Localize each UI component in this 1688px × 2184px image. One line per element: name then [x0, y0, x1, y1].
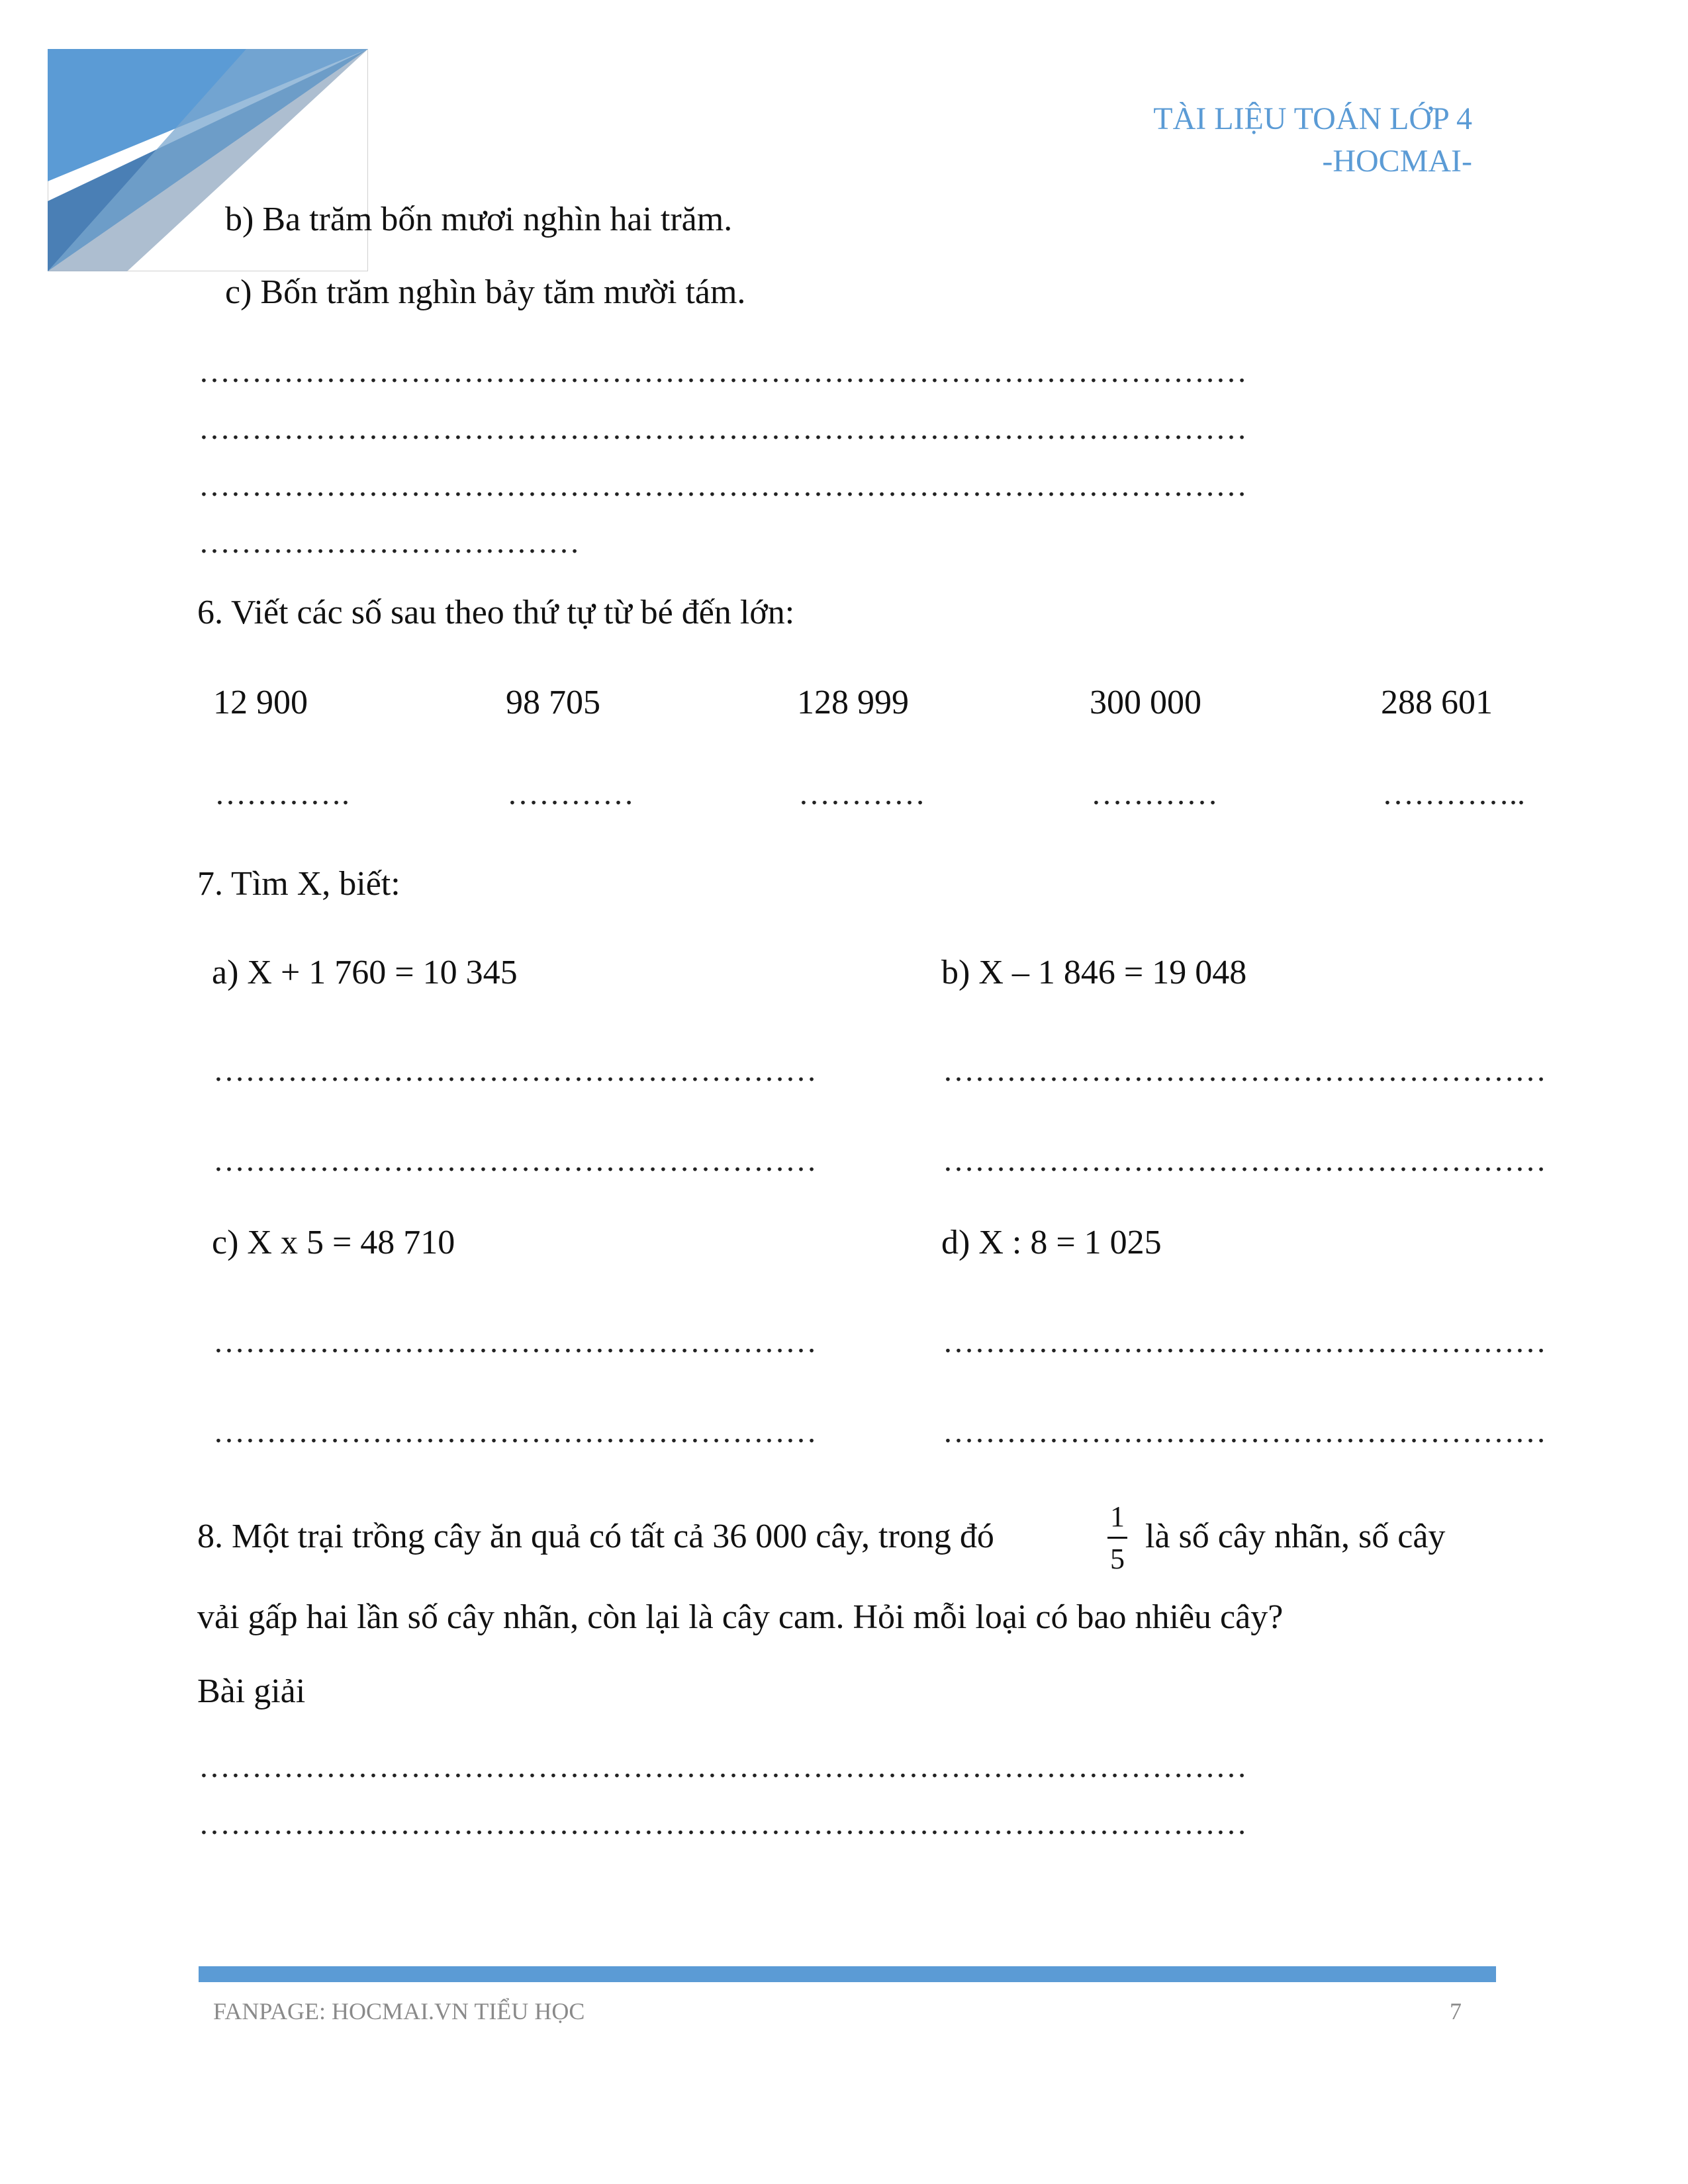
answer-line: ………………………………………………… — [213, 1053, 817, 1088]
blank-4: ………… — [1091, 776, 1218, 811]
fraction-bar — [1107, 1537, 1127, 1539]
section8-line1: 8. Một trại trồng cây ăn quả có tất cả 36 000 cây, trong đó — [197, 1518, 994, 1555]
section6-title: 6. Viết các số sau theo thứ tự từ bé đến lớn: — [197, 594, 795, 631]
fraction-numerator: 1 — [1110, 1500, 1125, 1533]
answer-line: ………………………………………………… — [943, 1324, 1546, 1359]
solution-label: Bài giải — [197, 1672, 306, 1710]
item-b: b) Ba trăm bốn mươi nghìn hai trăm. — [225, 201, 733, 238]
answer-line: ………………………………………………… — [943, 1143, 1546, 1178]
number-4: 300 000 — [1090, 684, 1201, 721]
equation-c: c) X x 5 = 48 710 — [212, 1224, 455, 1261]
answer-line: ……………………………………………………………………………………… — [199, 1806, 1247, 1841]
footer-fanpage: FANPAGE: HOCMAI.VN TIỂU HỌC — [213, 1998, 585, 2025]
blank-5: ………….. — [1382, 776, 1525, 811]
answer-line: ……………………………………………………………………………………… — [199, 468, 1247, 503]
equation-b: b) X – 1 846 = 19 048 — [941, 954, 1247, 991]
footer-bar — [199, 1966, 1496, 1982]
page-number: 7 — [1450, 1998, 1462, 2025]
equation-a: a) X + 1 760 = 10 345 — [212, 954, 518, 991]
item-c: c) Bốn trăm nghìn bảy tăm mười tám. — [225, 273, 746, 311]
answer-line: ……………………………………………………………………………………… — [199, 411, 1247, 446]
section8-line1-end: là số cây nhãn, số cây — [1145, 1518, 1446, 1555]
blank-3: ………… — [798, 776, 925, 811]
answer-line: ……………………………… — [199, 525, 580, 560]
answer-line: ………………………………………………… — [943, 1414, 1546, 1449]
header-subtitle: -HOCMAI- — [1322, 144, 1472, 179]
fraction-denominator: 5 — [1110, 1543, 1125, 1575]
answer-line: ………………………………………………… — [213, 1324, 817, 1359]
number-2: 98 705 — [506, 684, 600, 721]
answer-line: ……………………………………………………………………………………… — [199, 1749, 1247, 1784]
answer-line: ……………………………………………………………………………………… — [199, 354, 1247, 389]
section7-title: 7. Tìm X, biết: — [197, 865, 400, 903]
number-3: 128 999 — [797, 684, 909, 721]
number-5: 288 601 — [1381, 684, 1493, 721]
section8-line2: vải gấp hai lần số cây nhãn, còn lại là cây cam. Hỏi mỗi loại có bao nhiêu cây? — [197, 1598, 1284, 1636]
header-title: TÀI LIỆU TOÁN LỚP 4 — [1153, 101, 1472, 136]
answer-line: ………………………………………………… — [213, 1414, 817, 1449]
answer-line: ………………………………………………… — [213, 1143, 817, 1178]
equation-d: d) X : 8 = 1 025 — [941, 1224, 1162, 1261]
number-1: 12 900 — [213, 684, 308, 721]
answer-line: ………………………………………………… — [943, 1053, 1546, 1088]
blank-1: …………. — [214, 776, 350, 811]
blank-2: ………… — [507, 776, 634, 811]
